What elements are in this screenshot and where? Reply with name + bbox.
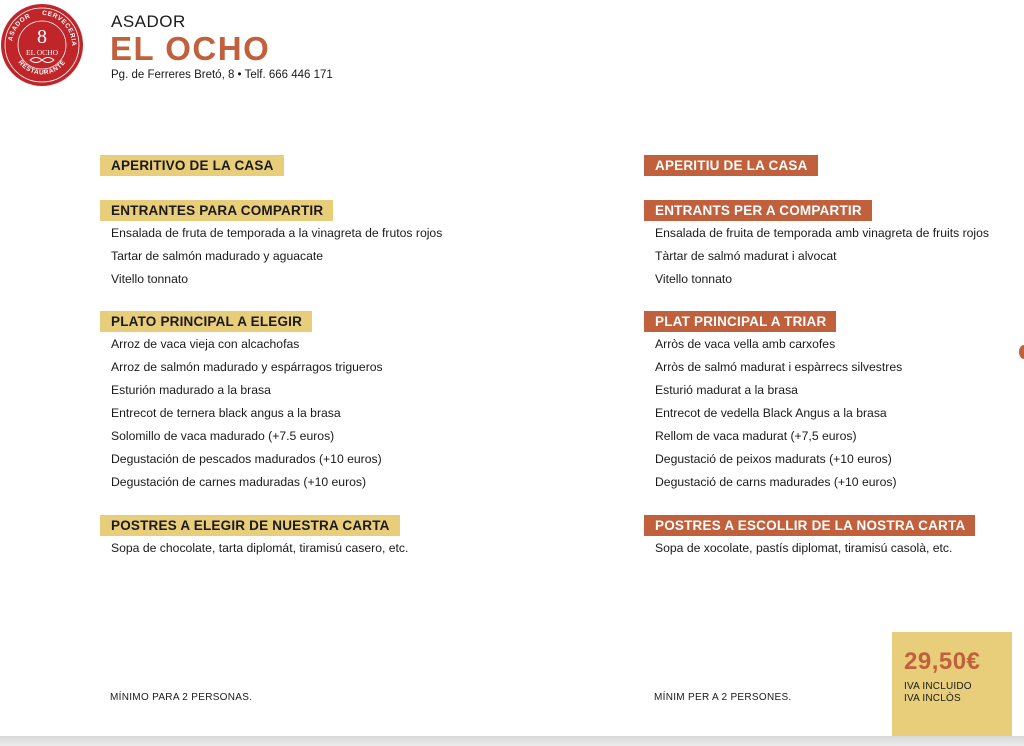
menu-item: Degustación de pescados madurados (+10 euros) bbox=[111, 452, 382, 466]
menu-item: Entrecot de ternera black angus a la brasa bbox=[111, 406, 341, 420]
section-heading: APERITIVO DE LA CASA bbox=[100, 155, 284, 176]
vat-note-catalan: IVA INCLÒS bbox=[904, 693, 961, 704]
menu-section bbox=[100, 155, 284, 176]
section-heading: ENTRANTS PER A COMPARTIR bbox=[644, 200, 872, 221]
menu-item: Ensalada de fruita de temporada amb vinagreta de fruits rojos bbox=[655, 226, 989, 240]
menu-item: Solomillo de vaca madurado (+7.5 euros) bbox=[111, 429, 335, 443]
brand-address: Pg. de Ferreres Bretó, 8 • Telf. 666 446 171 bbox=[111, 69, 333, 81]
vat-note-spanish: IVA INCLUIDO bbox=[904, 681, 972, 692]
menu-item: Ensalada de fruta de temporada a la vinagreta de frutos rojos bbox=[111, 226, 443, 240]
menu-item: Arròs de vaca vella amb carxofes bbox=[655, 337, 836, 351]
section-heading: POSTRES A ELEGIR DE NUESTRA CARTA bbox=[100, 515, 400, 536]
menu-section bbox=[100, 311, 383, 494]
logo-number: 8 bbox=[37, 26, 47, 48]
brand-title: EL OCHO bbox=[110, 30, 271, 67]
menu-section bbox=[100, 515, 408, 560]
logo-ring-right-text: CERVECERIA bbox=[41, 9, 78, 47]
menu-item: Arroz de salmón madurado y espárragos trigueros bbox=[111, 360, 383, 374]
minimum-note-spanish: MÍNIMO PARA 2 PERSONAS. bbox=[110, 692, 253, 703]
section-heading: POSTRES A ESCOLLIR DE LA NOSTRA CARTA bbox=[644, 515, 975, 536]
menu-section bbox=[644, 311, 902, 494]
menu-item: Sopa de chocolate, tarta diplomát, tiramisú casero, etc. bbox=[111, 541, 409, 555]
menu-item: Arròs de salmó madurat i espàrrecs silvestres bbox=[655, 360, 903, 374]
section-heading: PLATO PRINCIPAL A ELEGIR bbox=[100, 311, 312, 332]
menu-item: Arroz de vaca vieja con alcachofas bbox=[111, 337, 300, 351]
restaurant-logo bbox=[0, 3, 84, 87]
menu-item: Esturión madurado a la brasa bbox=[111, 383, 271, 397]
menu-item: Degustació de peixos madurats (+10 euros) bbox=[655, 452, 892, 466]
section-heading: PLAT PRINCIPAL A TRIAR bbox=[644, 311, 836, 332]
menu-item: Sopa de xocolate, pastís diplomat, tiramisú casolà, etc. bbox=[655, 541, 953, 555]
brand-subtitle: ASADOR bbox=[111, 12, 186, 31]
menu-item: Entrecot de vedella Black Angus a la brasa bbox=[655, 406, 887, 420]
menu-item: Esturió madurat a la brasa bbox=[655, 383, 798, 397]
logo-ring-left-text: ASADOR bbox=[7, 12, 32, 42]
menu-item: Vitello tonnato bbox=[111, 272, 189, 286]
menu-price: 29,50€ bbox=[904, 648, 981, 675]
page-nav-handle[interactable] bbox=[1019, 345, 1024, 359]
menu-item: Tartar de salmón madurado y aguacate bbox=[111, 249, 324, 263]
menu-item: Degustación de carnes maduradas (+10 euros) bbox=[111, 475, 367, 489]
logo-name: EL OCHO bbox=[25, 48, 59, 57]
minimum-note-catalan: MÍNIM PER A 2 PERSONES. bbox=[654, 692, 792, 703]
menu-section bbox=[100, 200, 442, 291]
menu-item: Tàrtar de salmó madurat i alvocat bbox=[655, 249, 837, 263]
menu-item: Vitello tonnato bbox=[655, 272, 733, 286]
section-heading: ENTRANTES PARA COMPARTIR bbox=[100, 200, 333, 221]
section-heading: APERITIU DE LA CASA bbox=[644, 155, 818, 176]
logo-ring-bottom-text: RESTAURANTE bbox=[16, 58, 68, 77]
menu-item: Rellom de vaca madurat (+7,5 euros) bbox=[655, 429, 857, 443]
menu-item: Degustació de carns madurades (+10 euros) bbox=[655, 475, 897, 489]
price-box bbox=[892, 632, 1012, 738]
menu-section bbox=[644, 155, 818, 176]
page-bottom-edge bbox=[0, 736, 1024, 746]
menu-section bbox=[644, 515, 975, 560]
menu-section bbox=[644, 200, 989, 291]
